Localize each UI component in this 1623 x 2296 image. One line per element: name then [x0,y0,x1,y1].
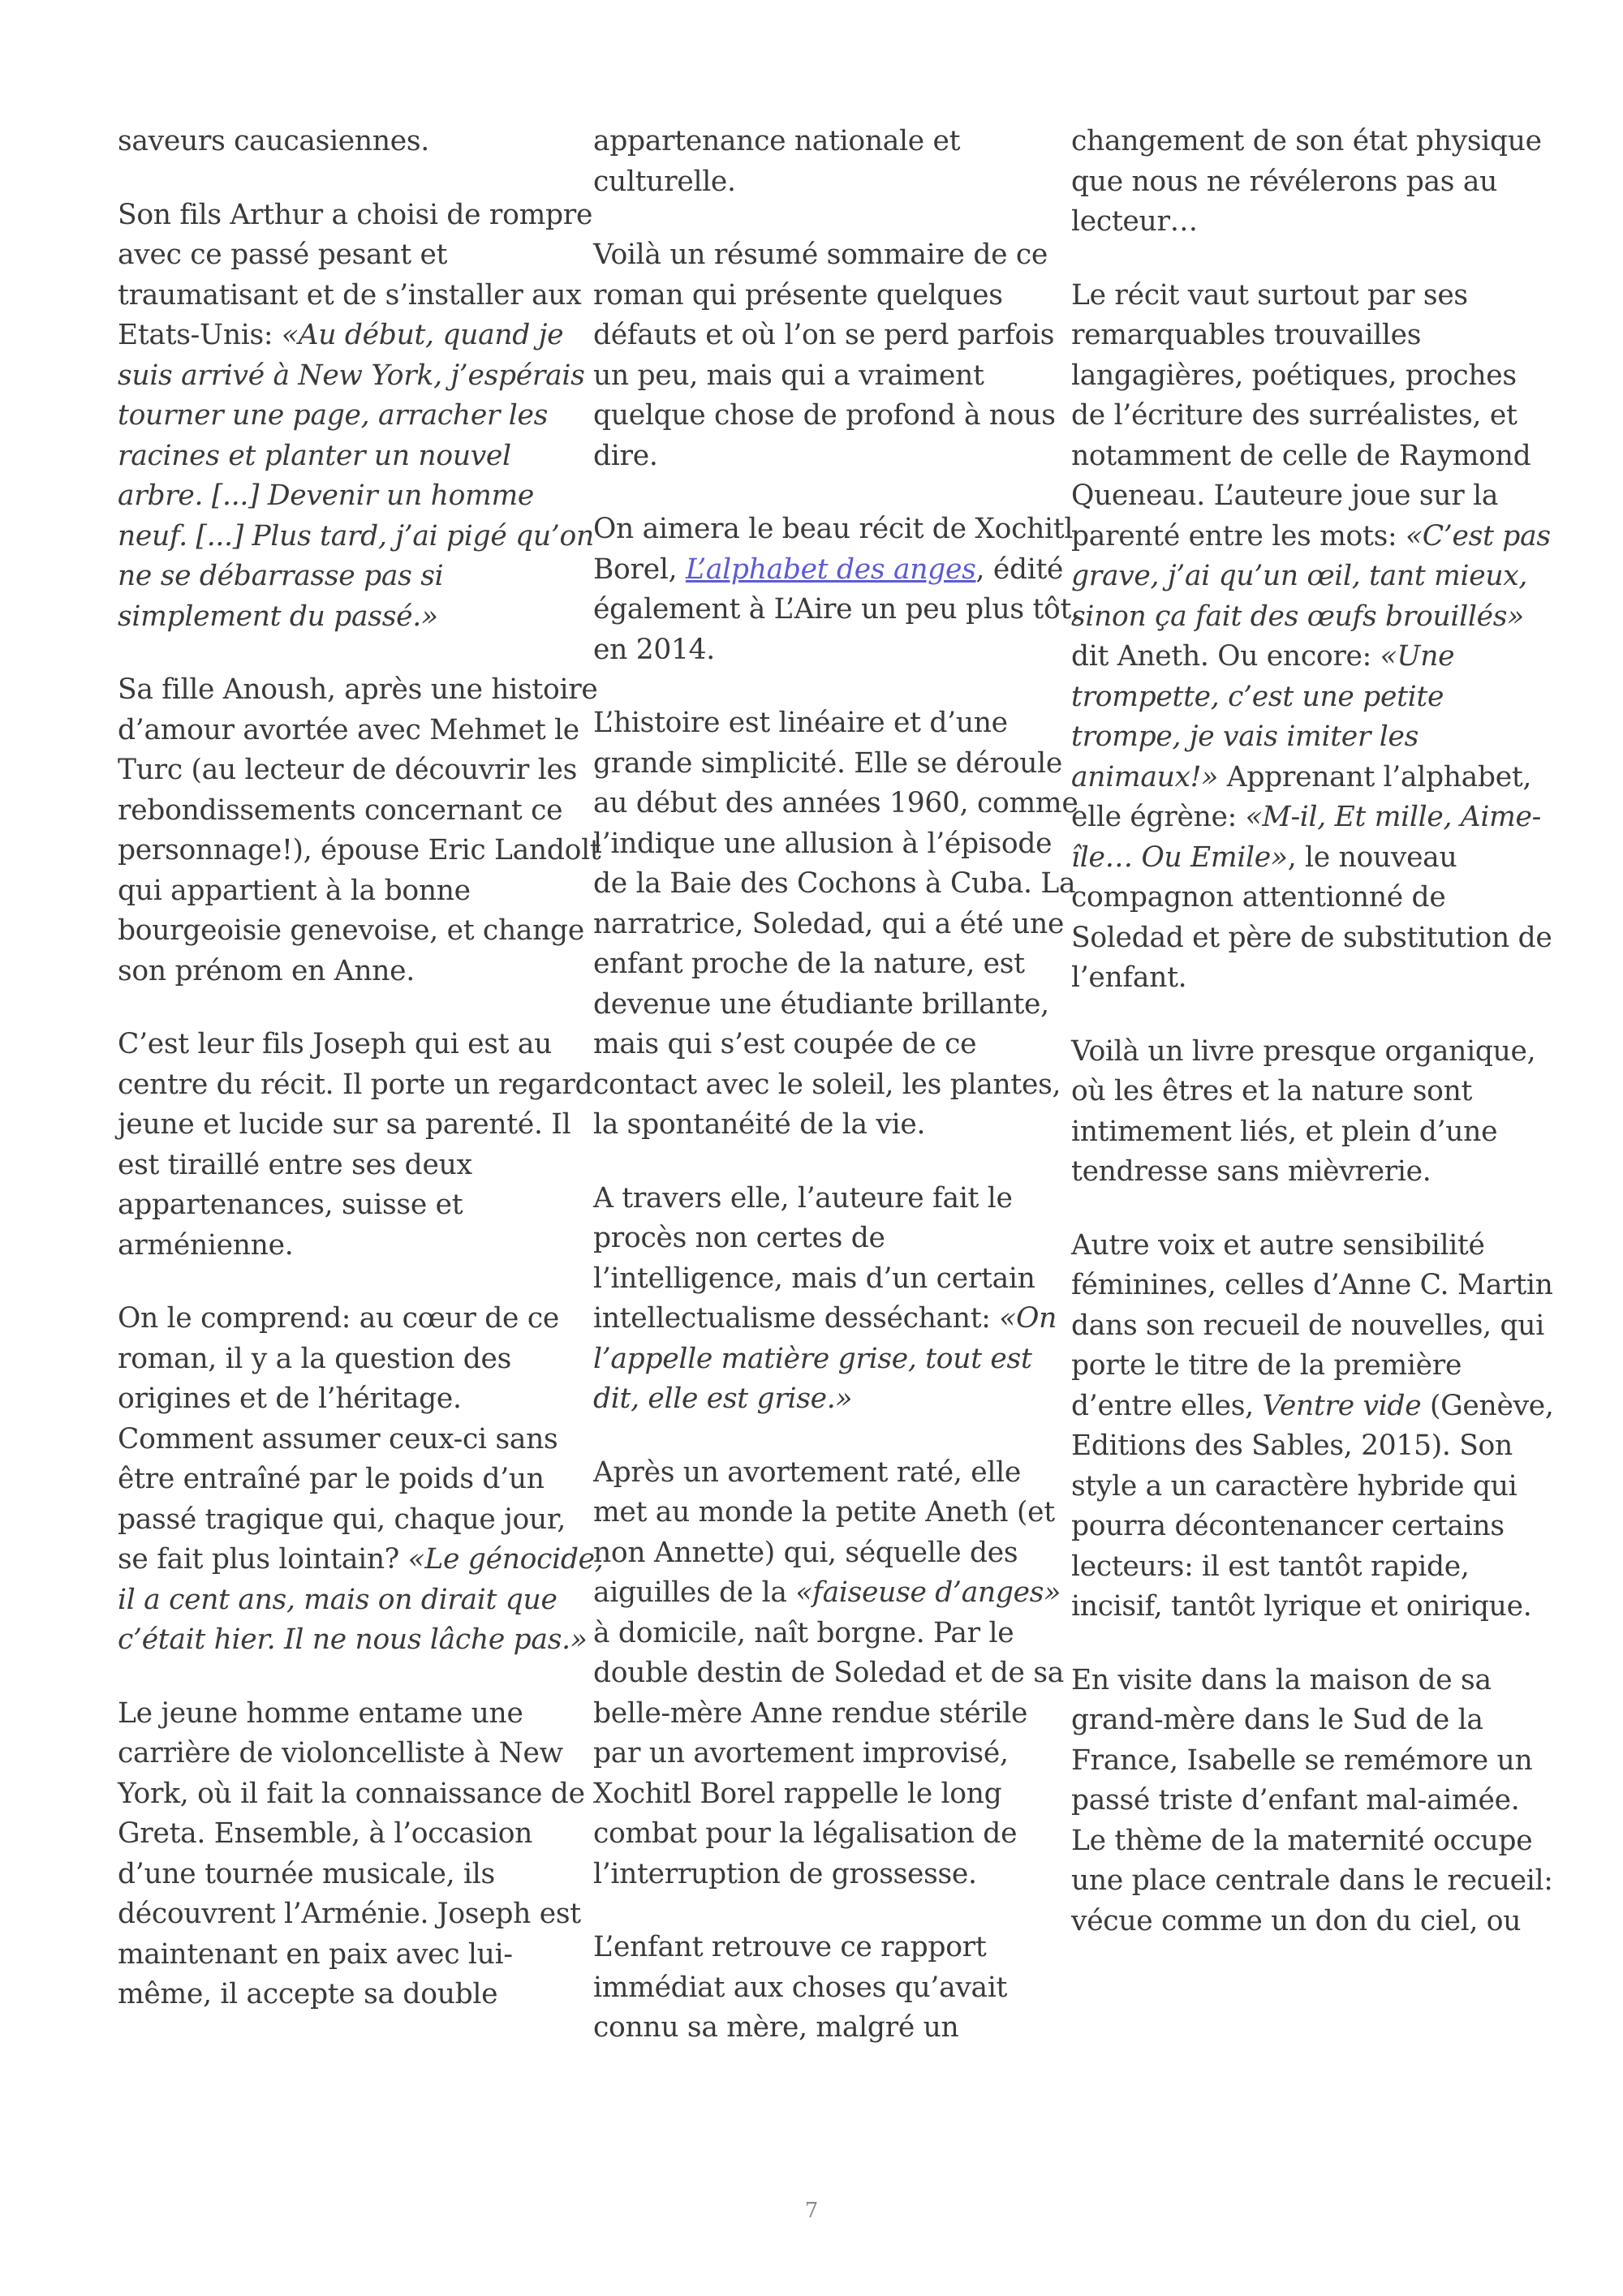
paragraph: Le récit vaut surtout par ses remarquables trouvailles langagières, poétiques, proches de l’écriture des surréalistes, et notamment de celle de Raymond Queneau. L’auteure joue sur la parenté entre les mots: «C’est pas grave, j’ai qu’un œil, tant mieux, sinon ça fait des œufs brouillés» dit Aneth. Ou encore: «Une trompette, c’est une petite trompe, je vais imiter les animaux!» Apprenant l’alphabet, elle égrène: «M-il, Et mille, Aime-île… Ou Emile», le nouveau compagnon attentionné de Soledad et père de substitution de l’enfant. [1071,278,1552,994]
paragraph: changement de son état physique que nous ne révélerons pas au lecteur… [1071,125,1542,238]
quote: «Au début, quand je suis arrivé à New York, j’espérais tourner une page, arracher les racines et planter un nouvel arbre. [...] Devenir un homme neuf. [...] Plus tard, j’ai pigé qu’on ne se débarrasse pas si simplement du passé.» [118,319,594,633]
column-3 [1071,122,1558,1975]
quote: «faiseuse d’anges» [795,1576,1061,1609]
book-title: Ventre vide [1262,1389,1422,1422]
paragraph: L’enfant retrouve ce rapport immédiat aux choses qu’avait connu sa mère, malgré un [593,1931,1008,2044]
paragraph: On le comprend: au cœur de ce roman, il y a la question des origines et de l’héritage. Comment assumer ceux-ci sans être entraîné par le poids d’un passé tragique qui, chaque jour, se fait plus lointain? «Le génocide, il a cent ans, mais on dirait que c’était hier. Il ne nous lâche pas.» [118,1302,604,1656]
paragraph: A travers elle, l’auteure fait le procès non certes de l’intelligence, mais d’un certain intellectualisme desséchant: «On l’appelle matière grise, tout est dit, elle est grise.» [593,1181,1057,1415]
quote: «C’est pas grave, j’ai qu’un œil, tant mieux, sinon ça fait des œufs brouillés» [1071,519,1551,633]
book-title-link[interactable]: L’alphabet des anges [685,553,976,586]
column-2 [593,122,1080,2082]
page-number: 7 [804,2199,819,2223]
paragraph: On aimera le beau récit de Xochitl Borel, L’alphabet des anges, édité également à L’Aire un peu plus tôt, en 2014. [593,513,1080,666]
column-1 [118,122,605,2049]
quote: «Le génocide, il a cent ans, mais on dirait que c’était hier. Il ne nous lâche pas.» [118,1543,604,1656]
paragraph: C’est leur fils Joseph qui est au centre du récit. Il porte un regard jeune et lucide sur sa parenté. Il est tiraillé entre ses deux appartenances, suisse et arménienne. [118,1028,593,1262]
quote: «M-il, Et mille, Aime-île… Ou Emile» [1071,801,1542,874]
paragraph: Le jeune homme entame une carrière de violoncelliste à New York, où il fait la connaissance de Greta. Ensemble, à l’occasion d’une tournée musicale, ils découvrent l’Arménie. Joseph est maintenant en paix avec lui-même, il accepte sa double [118,1696,585,2010]
paragraph: appartenance nationale et culturelle. [593,125,961,198]
quote: «Une trompette, c’est une petite trompe, je vais imiter les animaux!» [1071,640,1455,793]
paragraph: Autre voix et autre sensibilité féminines, celles d’Anne C. Martin dans son recueil de nouvelles, qui porte le titre de la première d’entre elles, Ventre vide (Genève, Editions des Sables, 2015). Son style a un caractère hybride qui pourra décontenancer certains lecteurs: il est tantôt rapide, incisif, tantôt lyrique et onirique. [1071,1228,1554,1623]
paragraph: Sa fille Anoush, après une histoire d’amour avortée avec Mehmet le Turc (au lecteur de découvrir les rebondissements concernant ce personnage!), épouse Eric Landolt qui appartient à la bonne bourgeoisie genevoise, et change son prénom en Anne. [118,673,601,987]
paragraph: Voilà un résumé sommaire de ce roman qui présente quelques défauts et où l’on se perd parfois un peu, mais qui a vraiment quelque chose de profond à nous dire. [593,239,1056,472]
paragraph: Son fils Arthur a choisi de rompre avec ce passé pesant et traumatisant et de s’installer aux Etats-Unis: «Au début, quand je suis arrivé à New York, j’espérais tourner une page, arracher les racines et planter un nouvel arbre. [...] Devenir un homme neuf. [...] Plus tard, j’ai pigé qu’on ne se débarrasse pas si simplement du passé.» [118,198,594,633]
paragraph: saveurs caucasiennes. [118,125,429,157]
quote: «On l’appelle matière grise, tout est dit, elle est grise.» [593,1302,1057,1415]
paragraph: L’histoire est linéaire et d’une grande simplicité. Elle se déroule au début des années 1960, comme l’indique une allusion à l’épisode de la Baie des Cochons à Cuba. La narratrice, Soledad, qui a été une enfant proche de la nature, est devenue une étudiante brillante, mais qui s’est coupée de ce contact avec le soleil, les plantes, la spontanéité de la vie. [593,707,1078,1141]
paragraph: Voilà un livre presque organique, où les êtres et la nature sont intimement liés, et plein d’une tendresse sans mièvrerie. [1071,1034,1536,1188]
paragraph: Après un avortement raté, elle met au monde la petite Aneth (et non Annette) qui, séquelle des aiguilles de la «faiseuse d’anges» à domicile, naît borgne. Par le double destin de Soledad et de sa belle-mère Anne rendue stérile par un avortement improvisé, Xochitl Borel rappelle le long combat pour la légalisation de l’interruption de grossesse. [593,1455,1064,1890]
paragraph: En visite dans la maison de sa grand-mère dans le Sud de la France, Isabelle se remémore un passé triste d’enfant mal-aimée. Le thème de la maternité occupe une place centrale dans le recueil: vécue comme un don du ciel, ou [1071,1663,1553,1937]
